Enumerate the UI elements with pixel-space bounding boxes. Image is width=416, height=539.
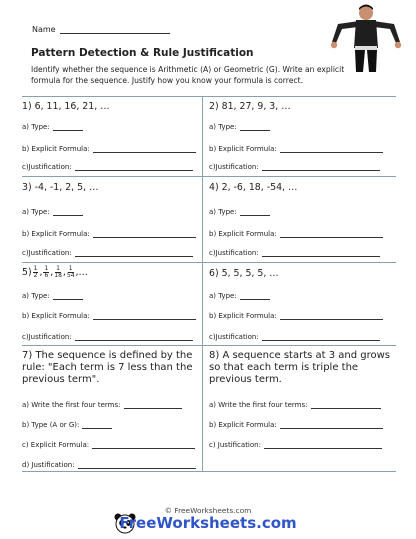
footer-brand[interactable]: FreeWorksheets.com <box>119 514 297 532</box>
footer-copyright: © FreeWorksheets.com <box>164 506 252 515</box>
p5-explicit-field[interactable]: b) Explicit Formula: <box>22 312 196 320</box>
p4-justification-field[interactable]: c)Justification: <box>209 249 380 257</box>
page-title: Pattern Detection & Rule Justification <box>31 47 254 59</box>
name-label: Name <box>32 25 56 34</box>
p7-explicit-field[interactable]: c) Explicit Formula: <box>22 441 195 449</box>
answer-line[interactable] <box>75 333 193 341</box>
referee-figure-icon <box>326 2 406 72</box>
answer-line[interactable] <box>75 163 193 171</box>
name-row <box>32 25 170 34</box>
p4-explicit-field[interactable]: b) Explicit Formula: <box>209 230 383 238</box>
p1-type-field[interactable]: a) Type: <box>22 123 83 131</box>
p1-justification-field[interactable]: c)Justification: <box>22 163 193 171</box>
fraction: $\frac{1}{6}$ <box>44 265 49 279</box>
answer-line[interactable] <box>280 145 383 153</box>
divider <box>22 96 396 97</box>
problem-5: 5) $\frac{1}{2}$ , $\frac{1}{6}$ , $\frac{1}{18}$ , $\frac{1}{54}$ , … <box>22 265 88 279</box>
answer-line[interactable] <box>75 249 193 257</box>
p3-justification-field[interactable]: c)Justification: <box>22 249 193 257</box>
p2-justification-field[interactable]: c)Justification: <box>209 163 380 171</box>
problem-4: 4) 2, -6, 18, -54, … <box>209 182 298 193</box>
divider <box>22 262 396 263</box>
fraction: $\frac{1}{54}$ <box>66 265 75 279</box>
p6-justification-field[interactable]: c)Justification: <box>209 333 380 341</box>
fraction: $\frac{1}{18}$ <box>54 265 62 279</box>
answer-line[interactable] <box>93 145 196 153</box>
p8-first-four-field[interactable]: a) Write the first four terms: <box>209 401 381 409</box>
answer-line[interactable] <box>262 249 380 257</box>
answer-line[interactable] <box>92 441 195 449</box>
p8-explicit-field[interactable]: b) Explicit Formula: <box>209 421 383 429</box>
problem-8: 8) A sequence starts at 3 and grows so that each term is triple the previous term. <box>209 350 391 385</box>
answer-line[interactable] <box>311 401 381 409</box>
answer-line[interactable] <box>53 292 83 300</box>
column-divider <box>202 96 203 471</box>
name-field[interactable] <box>60 25 170 34</box>
answer-line[interactable] <box>280 312 383 320</box>
p5-type-field[interactable]: a) Type: <box>22 292 83 300</box>
p7-type-field[interactable]: b) Type (A or G): <box>22 421 112 429</box>
problem-1: 1) 6, 11, 16, 21, … <box>22 101 110 112</box>
p6-type-field[interactable]: a) Type: <box>209 292 270 300</box>
answer-line[interactable] <box>124 401 182 409</box>
answer-line[interactable] <box>53 208 83 216</box>
p8-justification-field[interactable]: c) Justification: <box>209 441 382 449</box>
problem-3: 3) -4, -1, 2, 5, … <box>22 182 99 193</box>
problem-6: 6) 5, 5, 5, 5, … <box>209 268 279 279</box>
answer-line[interactable] <box>262 333 380 341</box>
problem-7: 7) The sequence is defined by the rule: "Each term is 7 less than the previous term". <box>22 350 193 385</box>
divider <box>22 176 396 177</box>
divider <box>22 471 396 472</box>
instructions: Identify whether the sequence is Arithmetic (A) or Geometric (G). Write an explicit formula for the sequence. Justify how you know your formula is correct. <box>31 65 345 85</box>
answer-line[interactable] <box>93 230 196 238</box>
problem-2: 2) 81, 27, 9, 3, … <box>209 101 291 112</box>
p7-justification-field[interactable]: d) Justification: <box>22 461 196 469</box>
p3-explicit-field[interactable]: b) Explicit Formula: <box>22 230 196 238</box>
answer-line[interactable] <box>264 441 382 449</box>
answer-line[interactable] <box>240 123 270 131</box>
answer-line[interactable] <box>240 292 270 300</box>
p2-type-field[interactable]: a) Type: <box>209 123 270 131</box>
p3-type-field[interactable]: a) Type: <box>22 208 83 216</box>
p2-explicit-field[interactable]: b) Explicit Formula: <box>209 145 383 153</box>
answer-line[interactable] <box>280 421 383 429</box>
p1-explicit-field[interactable]: b) Explicit Formula: <box>22 145 196 153</box>
answer-line[interactable] <box>280 230 383 238</box>
p5-justification-field[interactable]: c)Justification: <box>22 333 193 341</box>
answer-line[interactable] <box>240 208 270 216</box>
answer-line[interactable] <box>262 163 380 171</box>
answer-line[interactable] <box>78 461 196 469</box>
answer-line[interactable] <box>53 123 83 131</box>
answer-line[interactable] <box>82 421 112 429</box>
p4-type-field[interactable]: a) Type: <box>209 208 270 216</box>
fraction: $\frac{1}{2}$ <box>33 265 38 279</box>
divider <box>22 345 396 346</box>
answer-line[interactable] <box>93 312 196 320</box>
p6-explicit-field[interactable]: b) Explicit Formula: <box>209 312 383 320</box>
p7-first-four-field[interactable]: a) Write the first four terms: <box>22 401 182 409</box>
